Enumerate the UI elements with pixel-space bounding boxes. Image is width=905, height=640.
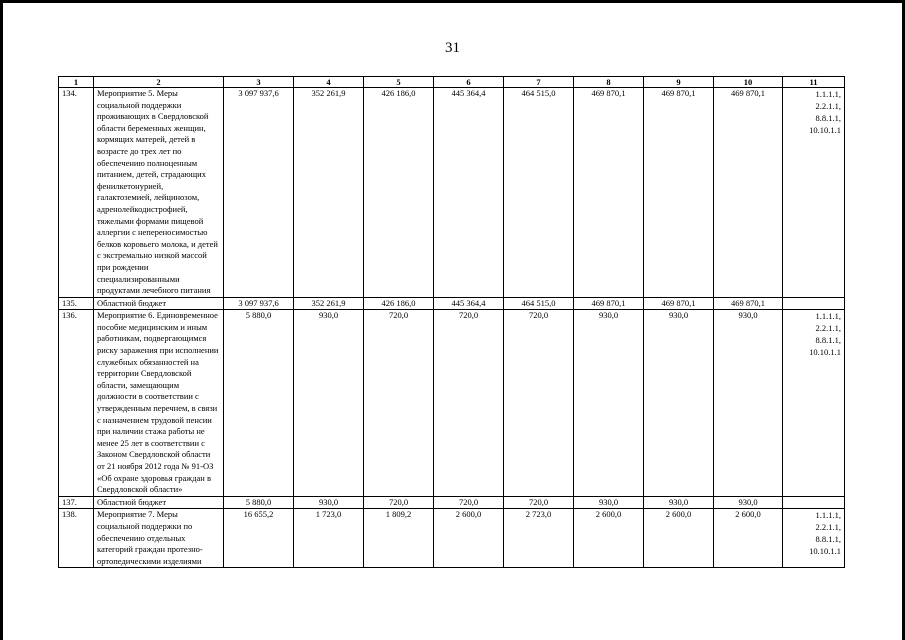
value-cell: 930,0 [714, 310, 783, 497]
row-description: Мероприятие 7. Меры социальной поддержки по обеспечению отдельных категорий граждан протезно-ортопедическими изделиями [94, 509, 224, 568]
row-number: 137. [59, 496, 94, 509]
header-cell: 8 [574, 77, 644, 88]
value-cell: 1 809,2 [364, 509, 434, 568]
value-cell: 1 723,0 [294, 509, 364, 568]
value-cell: 426 186,0 [364, 297, 434, 310]
row-description: Мероприятие 6. Единовременное пособие медицинским и иным работникам, подвергающимся риску заражения при исполнении служебных обязанностей на территории Свердловской области, замещающим должности в соответствии с утвержденным перечнем, в связи с назначением трудовой пенсии при наличии стажа работы не менее 25 лет в соответствии с Законом Свердловской области от 21 ноября 2012 года № 91-ОЗ «Об охране здоровья граждан в Свердловской области» [94, 310, 224, 497]
table-row [59, 297, 845, 310]
table-row [59, 509, 845, 568]
value-cell: 720,0 [434, 310, 504, 497]
value-cell: 469 870,1 [714, 297, 783, 310]
value-cell: 2 600,0 [644, 509, 714, 568]
header-cell: 7 [504, 77, 574, 88]
value-cell: 445 364,4 [434, 88, 504, 298]
value-cell: 930,0 [574, 496, 644, 509]
target-code: 10.10.1.1 [809, 546, 841, 557]
header-row [59, 77, 845, 88]
value-cell: 469 870,1 [574, 88, 644, 298]
header-cell: 1 [59, 77, 94, 88]
table-row [59, 310, 845, 497]
page-frame-left [0, 0, 3, 640]
target-code: 10.10.1.1 [809, 347, 841, 358]
value-cell: 2 600,0 [574, 509, 644, 568]
value-cell: 469 870,1 [574, 297, 644, 310]
target-code: 1.1.1.1, [815, 89, 841, 99]
row-description: Мероприятие 5. Меры социальной поддержки проживающих в Свердловской области беременных женщин, кормящих матерей, детей в возрасте до трех лет по обеспечению полноценным питанием, детей, страдающих фенилкетонурией, галактоземией, лейцинозом, адренолейкодистрофией, тяжелыми формами пищевой аллергии с непереносимостью белков коровьего молока, и детей с экстремально низкой массой при рождении специализированными продуктами лечебного питания [94, 88, 224, 298]
header-cell: 11 [783, 77, 845, 88]
target-codes [783, 310, 845, 497]
value-cell: 930,0 [294, 496, 364, 509]
table-row [59, 88, 845, 298]
value-cell: 720,0 [434, 496, 504, 509]
target-code: 8.8.1.1, [815, 534, 841, 545]
value-cell: 464 515,0 [504, 88, 574, 298]
value-cell: 720,0 [504, 310, 574, 497]
value-cell: 469 870,1 [644, 88, 714, 298]
header-cell: 10 [714, 77, 783, 88]
target-codes [783, 509, 845, 568]
value-cell: 464 515,0 [504, 297, 574, 310]
value-total: 16 655,2 [224, 509, 294, 568]
header-cell: 4 [294, 77, 364, 88]
target-code: 10.10.1.1 [809, 125, 841, 135]
value-cell: 930,0 [644, 310, 714, 497]
row-number: 135. [59, 297, 94, 310]
target-code: 8.8.1.1, [815, 335, 841, 346]
value-cell: 2 723,0 [504, 509, 574, 568]
target-codes [783, 88, 845, 298]
row-description: Областной бюджет [94, 496, 224, 509]
value-cell: 2 600,0 [714, 509, 783, 568]
page-number: 31 [445, 40, 460, 56]
value-cell: 426 186,0 [364, 88, 434, 298]
target-code: 1.1.1.1, [815, 510, 841, 521]
header-cell: 3 [224, 77, 294, 88]
value-cell: 2 600,0 [434, 509, 504, 568]
value-total: 5 880,0 [224, 496, 294, 509]
target-code: 2.2.1.1, [815, 101, 841, 111]
row-number: 136. [59, 310, 94, 497]
table-row [59, 496, 845, 509]
value-cell: 352 261,9 [294, 297, 364, 310]
value-total: 3 097 937,6 [224, 88, 294, 298]
value-cell: 930,0 [644, 496, 714, 509]
header-cell: 9 [644, 77, 714, 88]
value-cell: 352 261,9 [294, 88, 364, 298]
header-cell: 2 [94, 77, 224, 88]
header-cell: 6 [434, 77, 504, 88]
value-cell: 720,0 [504, 496, 574, 509]
value-cell: 469 870,1 [714, 88, 783, 298]
value-total: 3 097 937,6 [224, 297, 294, 310]
target-codes [783, 297, 845, 310]
value-cell: 930,0 [574, 310, 644, 497]
target-code: 2.2.1.1, [815, 323, 841, 334]
value-cell: 720,0 [364, 310, 434, 497]
value-cell: 930,0 [714, 496, 783, 509]
target-code: 8.8.1.1, [815, 113, 841, 123]
target-code: 2.2.1.1, [815, 522, 841, 533]
budget-table [58, 76, 845, 568]
value-cell: 720,0 [364, 496, 434, 509]
value-cell: 469 870,1 [644, 297, 714, 310]
value-cell: 930,0 [294, 310, 364, 497]
value-total: 5 880,0 [224, 310, 294, 497]
target-codes [783, 496, 845, 509]
value-cell: 445 364,4 [434, 297, 504, 310]
row-number: 138. [59, 509, 94, 568]
target-code: 1.1.1.1, [815, 311, 841, 322]
row-number: 134. [59, 88, 94, 298]
page-frame-top [0, 0, 905, 3]
row-description: Областной бюджет [94, 297, 224, 310]
header-cell: 5 [364, 77, 434, 88]
